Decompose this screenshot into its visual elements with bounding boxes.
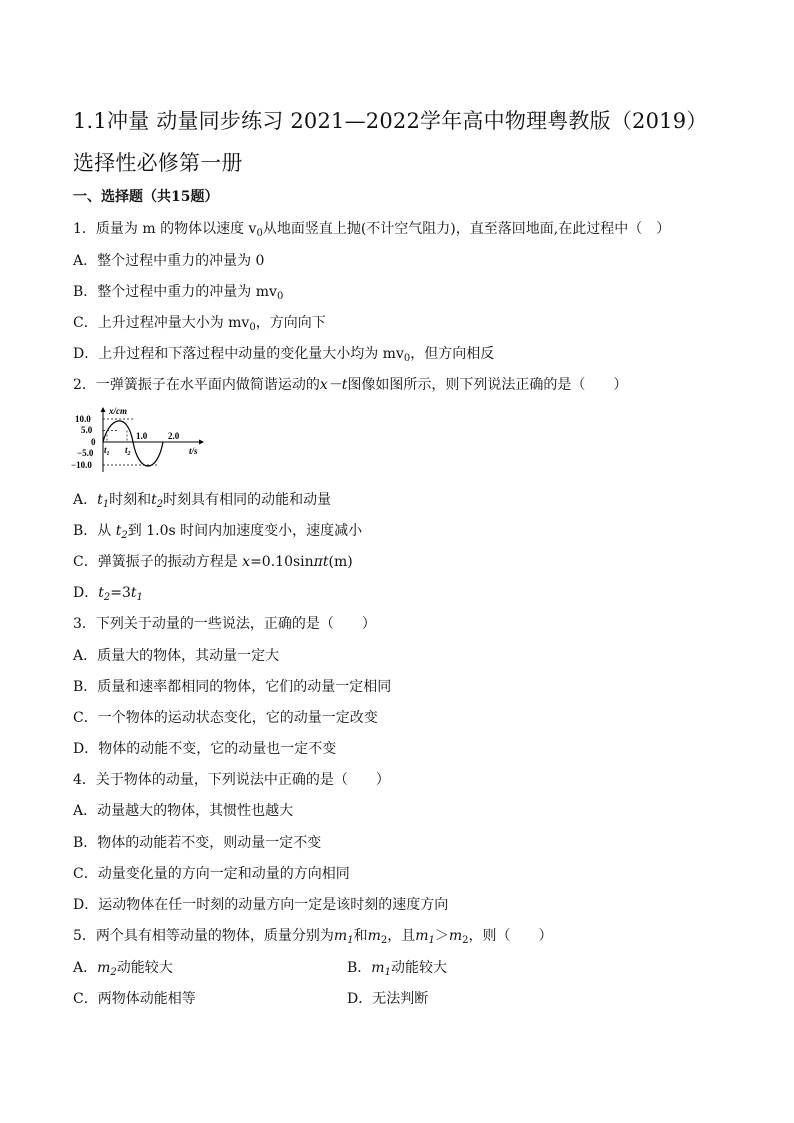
y-tick-neg5: −5.0 bbox=[77, 448, 94, 458]
document-title: 1.1冲量 动量同步练习 2021—2022学年高中物理粤教版（2019）选择性必修第一册 bbox=[73, 109, 708, 175]
q5-option-a: A．$m_2$动能较大 bbox=[73, 960, 173, 978]
q2-option-d: D．$t_2=3t_1$ bbox=[73, 585, 143, 603]
q5-option-b: B．$m_1$动能较大 bbox=[347, 960, 447, 978]
x-axis-arrow bbox=[199, 440, 204, 445]
oscillation-graph bbox=[71, 406, 211, 476]
x-tick-1: 1.0 bbox=[136, 431, 148, 441]
x-axis-label: t/s bbox=[189, 446, 198, 456]
q5-stem: 5．两个具有相等动量的物体，质量分别为$m_1$和$m_2$，且$m_1>m_2$，则（ ） bbox=[73, 928, 553, 946]
t2-label: $t_2$ bbox=[125, 445, 131, 457]
q1-option-c: C．上升过程冲量大小为 $mv_0$，方向向下 bbox=[73, 315, 326, 333]
t1-label: $t_1$ bbox=[104, 445, 110, 457]
y-tick-5: 5.0 bbox=[81, 425, 93, 435]
section-heading: 一、选择题（共15题） bbox=[73, 189, 219, 205]
q1-option-d: D．上升过程和下落过程中动量的变化量大小均为 $mv_0$，但方向相反 bbox=[73, 346, 495, 364]
q4-option-d: D．运动物体在任一时刻的动量方向一定是该时刻的速度方向 bbox=[73, 897, 449, 913]
q3-option-c: C．一个物体的运动状态变化，它的动量一定改变 bbox=[73, 710, 378, 726]
q4-option-b: B．物体的动能若不变，则动量一定不变 bbox=[73, 835, 322, 851]
q3-option-b: B．质量和速率都相同的物体，它们的动量一定相同 bbox=[73, 679, 392, 695]
q2-option-a: A．$t_1$时刻和$t_2$时刻具有相同的动能和动量 bbox=[73, 492, 332, 510]
q3-option-a: A．质量大的物体，其动量一定大 bbox=[73, 648, 280, 664]
y-axis-label: x/cm bbox=[109, 406, 127, 416]
sine-curve bbox=[103, 421, 163, 466]
q4-option-c: C．动量变化量的方向一定和动量的方向相同 bbox=[73, 866, 350, 882]
y-tick-neg10: −10.0 bbox=[71, 460, 92, 470]
y-axis-arrow bbox=[101, 407, 106, 412]
x-tick-2: 2.0 bbox=[168, 431, 180, 441]
q5-option-d: D．无法判断 bbox=[347, 991, 429, 1007]
q1-stem: 1．质量为 m 的物体以速度 $v_0$从地面竖直上抛(不计空气阻力)，直至落回地面,在此过程中（ ） bbox=[73, 221, 671, 239]
q1-option-a: A．整个过程中重力的冲量为 0 bbox=[73, 253, 265, 269]
y-tick-10: 10.0 bbox=[75, 414, 91, 424]
y-tick-0: 0 bbox=[91, 437, 96, 447]
q2-option-c: C．弹簧振子的振动方程是 x=0.10sinπt(m) bbox=[73, 554, 353, 570]
q2-stem: 2．一弹簧振子在水平面内做简谐运动的x－t图像如图所示，则下列说法正确的是（ ） bbox=[73, 377, 628, 393]
q5-option-c: C．两物体动能相等 bbox=[73, 991, 196, 1007]
q4-stem: 4．关于物体的动量，下列说法中正确的是（ ） bbox=[73, 772, 390, 788]
q2-option-b: B．从 $t_2$到 1.0s 时间内加速度变小，速度减小 bbox=[73, 523, 363, 541]
q4-option-a: A．动量越大的物体，其惯性也越大 bbox=[73, 803, 294, 819]
q3-stem: 3．下列关于动量的一些说法，正确的是（ ） bbox=[73, 616, 376, 632]
q1-option-b: B．整个过程中重力的冲量为 $mv_0$ bbox=[73, 284, 284, 302]
q3-option-d: D．物体的动能不变，它的动量也一定不变 bbox=[73, 741, 337, 757]
